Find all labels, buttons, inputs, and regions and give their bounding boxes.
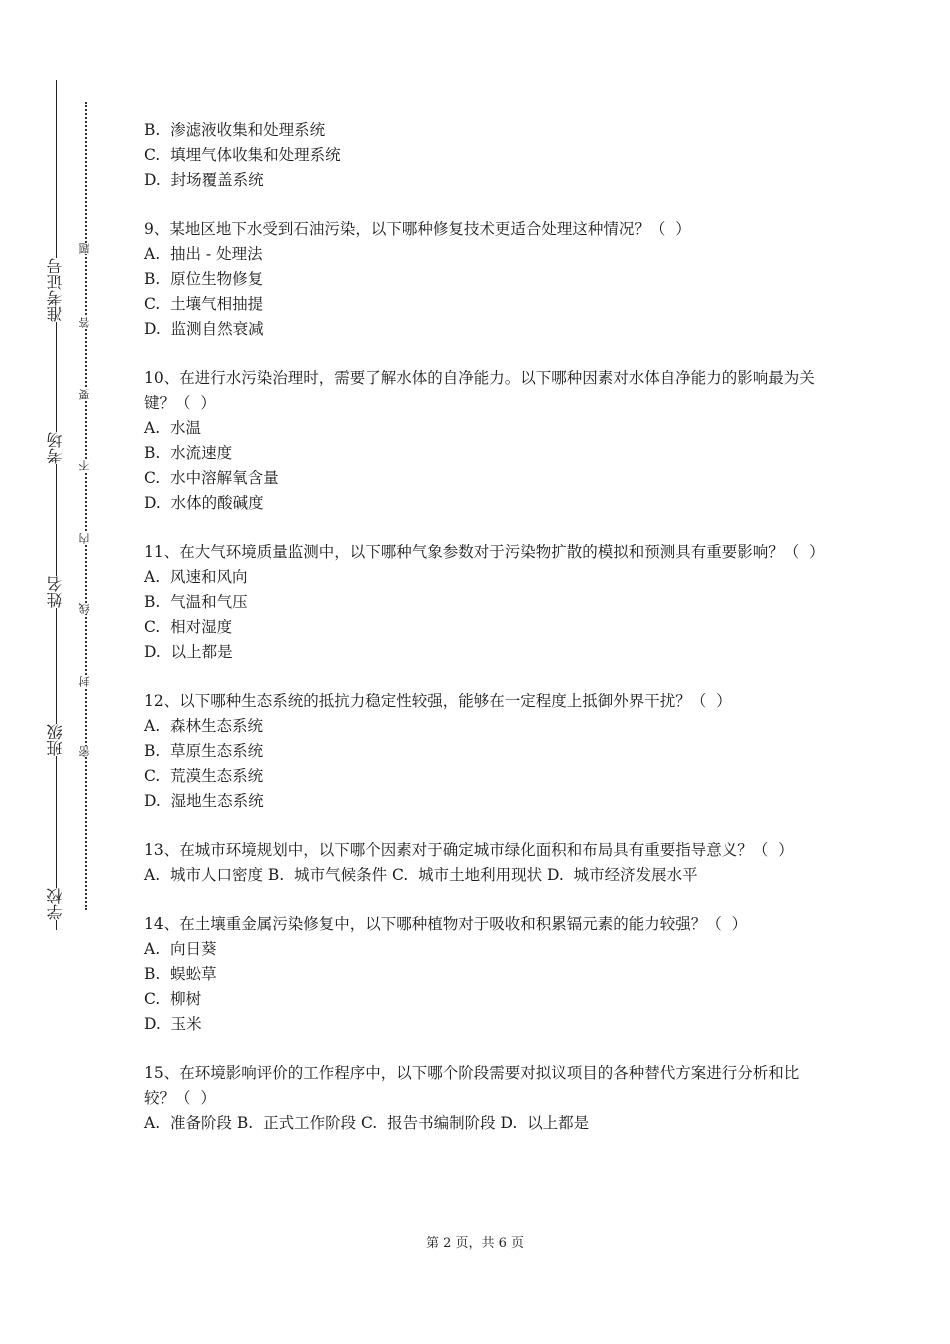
option: B. 气温和气压 xyxy=(144,593,248,611)
question-text: 9、某地区地下水受到石油污染，以下哪种修复技术更适合处理这种情况？（ ） xyxy=(144,220,691,238)
option: B. 草原生态系统 xyxy=(144,742,264,760)
option: C. 水中溶解氧含量 xyxy=(144,469,279,487)
option: B. 原位生物修复 xyxy=(144,270,264,288)
option: A. 风速和风向 xyxy=(144,568,248,586)
option: D. 玉米 xyxy=(144,1015,202,1033)
binding-margin xyxy=(18,80,91,930)
question-text: 10、在进行水污染治理时，需要了解水体的自净能力。以下哪种因素对水体自净能力的影响最为关键？（ ） xyxy=(144,369,815,412)
question-15 xyxy=(144,1061,824,1136)
option: A. 城市人口密度 B. 城市气候条件 C. 城市土地利用现状 D. 城市经济发展水平 xyxy=(144,866,698,884)
option: C. 填埋气体收集和处理系统 xyxy=(144,146,341,164)
seal-char: 线 xyxy=(78,603,91,614)
field-label-name: 姓名 xyxy=(46,576,65,608)
question-text: 11、在大气环境质量监测中，以下哪种气象参数对于污染物扩散的模拟和预测具有重要影响？（ ） xyxy=(144,543,825,561)
seal-char: 密 xyxy=(78,746,91,757)
question-12 xyxy=(144,689,824,814)
seal-char: 内 xyxy=(78,533,91,544)
option: B. 水流速度 xyxy=(144,444,233,462)
seal-char: 封 xyxy=(78,676,91,687)
option: B. 渗滤液收集和处理系统 xyxy=(144,121,326,139)
option: D. 湿地生态系统 xyxy=(144,792,264,810)
option: D. 封场覆盖系统 xyxy=(144,171,264,189)
question-11 xyxy=(144,540,824,665)
option: C. 土壤气相抽提 xyxy=(144,295,264,313)
seal-char: 答 xyxy=(78,317,91,328)
question-text: 15、在环境影响评价的工作程序中，以下哪个阶段需要对拟议项目的各种替代方案进行分析和比较？（ ） xyxy=(144,1064,800,1107)
option: D. 监测自然衰减 xyxy=(144,320,264,338)
question-9 xyxy=(144,217,824,342)
option: A. 准备阶段 B. 正式工作阶段 C. 报告书编制阶段 D. 以上都是 xyxy=(144,1114,590,1132)
option: C. 荒漠生态系统 xyxy=(144,767,264,785)
option: D. 水体的酸碱度 xyxy=(144,494,264,512)
option: C. 相对湿度 xyxy=(144,618,233,636)
binding-solid-line xyxy=(56,80,57,930)
option: C. 柳树 xyxy=(144,990,202,1008)
question-text: 12、以下哪种生态系统的抵抗力稳定性较强，能够在一定程度上抵御外界干扰？（ ） xyxy=(144,692,732,710)
question-text: 14、在土壤重金属污染修复中，以下哪种植物对于吸收和积累镉元素的能力较强？（ ） xyxy=(144,915,748,933)
question-content xyxy=(144,118,824,1136)
field-label-exam-number: 准考证号 xyxy=(46,258,65,322)
question-13 xyxy=(144,838,824,888)
question-10 xyxy=(144,366,824,516)
previous-question-options xyxy=(144,118,824,193)
field-label-class: 班级 xyxy=(46,724,65,756)
question-14 xyxy=(144,912,824,1037)
question-text: 13、在城市环境规划中，以下哪个因素对于确定城市绿化面积和布局具有重要指导意义？（ ） xyxy=(144,841,794,859)
seal-dotted-line xyxy=(85,102,87,910)
page-footer: 第 2 页，共 6 页 xyxy=(425,1236,525,1251)
option: D. 以上都是 xyxy=(144,643,233,661)
option: A. 抽出 - 处理法 xyxy=(144,245,263,263)
option: A. 森林生态系统 xyxy=(144,717,263,735)
option: A. 向日葵 xyxy=(144,940,217,958)
seal-char: 要 xyxy=(78,389,91,400)
seal-char: 不 xyxy=(78,460,91,471)
seal-char: 题 xyxy=(78,243,91,254)
field-label-school: 学校 xyxy=(46,888,65,920)
option: B. 蜈蚣草 xyxy=(144,965,217,983)
option: A. 水温 xyxy=(144,419,201,437)
field-label-exam-room: 考场 xyxy=(46,432,65,464)
